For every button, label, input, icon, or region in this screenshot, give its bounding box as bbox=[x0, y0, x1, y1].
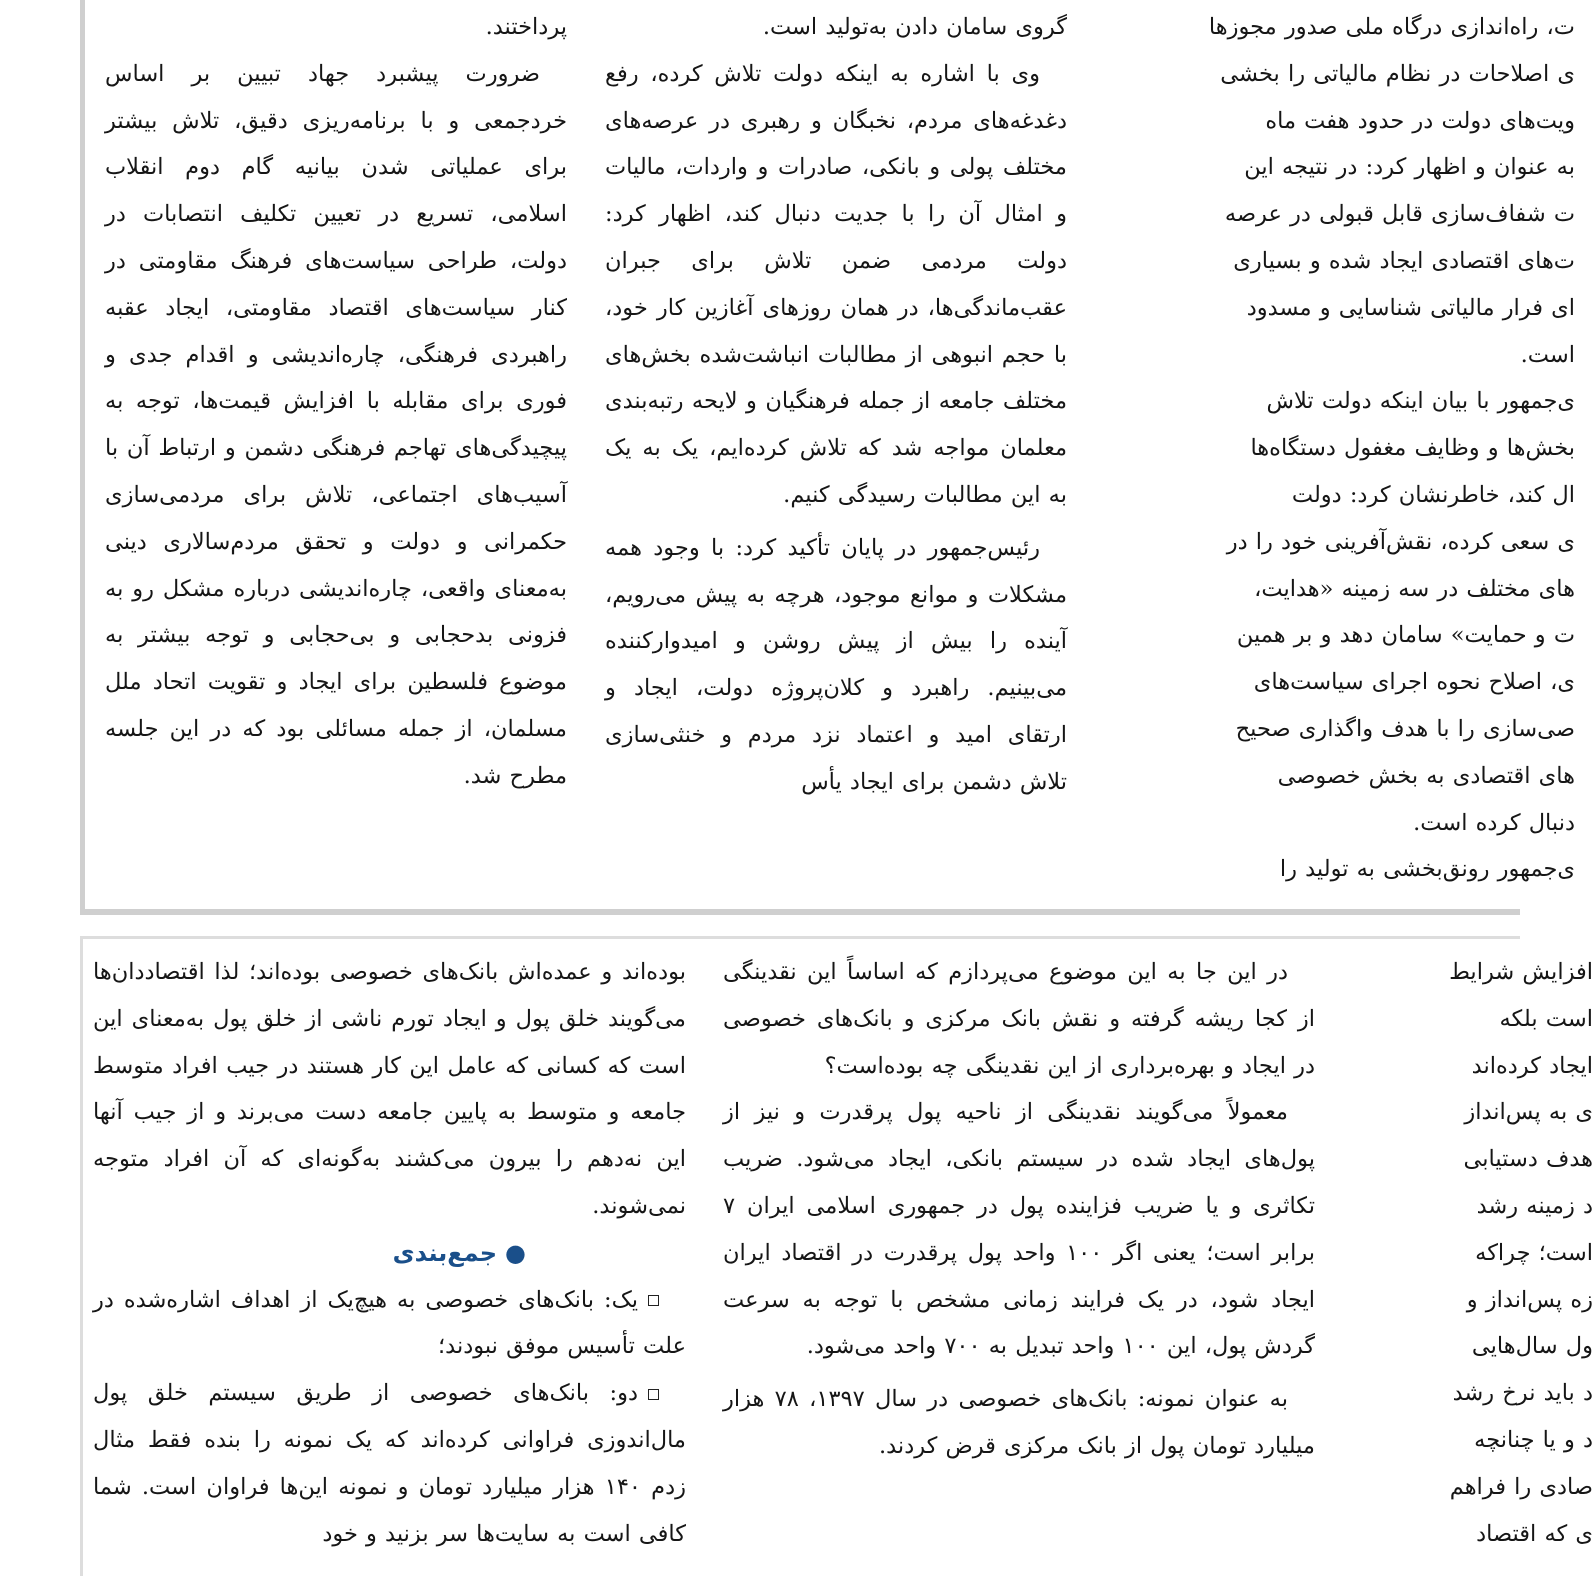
square-bullet-icon bbox=[648, 1389, 659, 1400]
top-article-panel bbox=[80, 0, 1575, 915]
text-line: ت‌های اقتصادی ایجاد شده و بسیاری bbox=[1233, 247, 1575, 274]
text-line: دنبال کرده است. bbox=[1413, 809, 1575, 836]
bottom-column-right bbox=[1353, 939, 1593, 1576]
list-item bbox=[93, 1277, 686, 1371]
paragraph: پرداختند. bbox=[485, 14, 567, 40]
top-column-left bbox=[105, 0, 567, 909]
section-heading bbox=[93, 1230, 686, 1277]
text-line: د و یا چنانچه bbox=[1474, 1426, 1593, 1453]
text-line: است بلکه bbox=[1499, 1005, 1593, 1032]
text-line: د زمینه رشد bbox=[1476, 1192, 1593, 1219]
paragraph: بوده‌اند و عمده‌اش بانک‌های خصوصی بوده‌اند؛ لذا اقتصاددان‌ها می‌گویند خلق پول و ایجاد تورم ناشی از خلق پول به‌معنای این است که کسانی که عامل این کار هستند در جیب افراد متوسط جامعه و متوسط به پایین جامعه دست می‌برند و از جیب آنها این نه‌دهم را بیرون می‌کشند به‌گونه‌ای که آن افراد متوجه نمی‌شوند. bbox=[93, 959, 686, 1219]
list-item-text: دو: بانک‌های خصوصی از طریق سیستم خلق پول مال‌اندوزی فراوانی کرده‌اند که یک نمونه را بنده فقط مثال زدم ۱۴۰ هزار میلیارد تومان و نمونه این‌ها فراوان است. شما کافی است به سایت‌ها سر بزنید و خود bbox=[93, 1380, 686, 1547]
text-line: ی‌جمهور رونق‌بخشی به تولید را bbox=[1279, 856, 1575, 883]
square-bullet-icon bbox=[648, 1295, 659, 1306]
text-line: زه پس‌انداز و bbox=[1466, 1286, 1593, 1313]
text-line: ایجاد کرده‌اند bbox=[1471, 1052, 1593, 1079]
bottom-column-middle bbox=[723, 939, 1315, 1576]
text-line: ت و حمایت» سامان دهد و بر همین bbox=[1236, 622, 1575, 649]
text-line: ای فرار مالیاتی شناسایی و مسدود bbox=[1246, 294, 1575, 321]
bottom-article-panel bbox=[80, 936, 1593, 1576]
text-line: ی اصلاحات در نظام مالیاتی را بخشی bbox=[1220, 60, 1575, 87]
text-line: ی به پس‌انداز bbox=[1464, 1099, 1593, 1126]
text-line: د باید نرخ رشد bbox=[1452, 1380, 1593, 1407]
text-line: است. bbox=[1520, 341, 1575, 368]
text-line: ی که اقتصاد bbox=[1476, 1520, 1593, 1547]
text-line: ی سعی کرده، نقش‌آفرینی خود را در bbox=[1226, 528, 1575, 555]
bullet-icon: ● bbox=[505, 1238, 526, 1267]
paragraph: گروی سامان دادن به‌تولید است. bbox=[762, 14, 1067, 40]
text-line: صادی را فراهم bbox=[1449, 1473, 1593, 1500]
text-line: ی، اصلاح نحوه اجرای سیاست‌های bbox=[1253, 669, 1575, 696]
text-line: ال کند، خاطرنشان کرد: دولت bbox=[1291, 481, 1575, 508]
text-line: به عنوان و اظهار کرد: در نتیجه این bbox=[1244, 154, 1575, 181]
text-line: هدف دستیابی bbox=[1463, 1146, 1593, 1173]
text-line: ی‌جمهور با بیان اینکه دولت تلاش bbox=[1266, 388, 1575, 415]
list-item-text: یک: بانک‌های خصوصی به هیچ‌یک از اهداف اشاره‌شده در علت تأسیس موفق نبودند؛ bbox=[93, 1286, 686, 1360]
section-heading-text: جمع‌بندی bbox=[392, 1238, 498, 1267]
text-line: ویت‌های دولت در حدود هفت ماه bbox=[1265, 107, 1575, 134]
text-line: افزایش شرایط bbox=[1449, 959, 1593, 985]
text-line: است؛ چراکه bbox=[1475, 1239, 1593, 1266]
paragraph: ضرورت پیشبرد جهاد تبیین بر اساس خردجمعی و با برنامه‌ریزی دقیق، تلاش بیشتر برای عملیاتی شدن بیانیه گام دوم انقلاب اسلامی، تسریع در تعیین تکلیف انتصابات در دولت، طراحی سیاست‌های فرهنگ مقاومتی در کنار سیاست‌های اقتصاد مقاومتی، ایجاد عقبه راهبردی فرهنگی، چاره‌اندیشی و اقدام جدی و فوری برای مقابله با افزایش قیمت‌ها، توجه به پیچیدگی‌های تهاجم فرهنگی دشمن و ارتباط آن با آسیب‌های اجتماعی، تلاش برای مردمی‌سازی حکمرانی و دولت و تحقق مردم‌سالاری دینی به‌معنای واقعی، چاره‌اندیشی درباره مشکل رو به فزونی بدحجابی و بی‌حجابی و توجه بیشتر به موضوع فلسطین برای ایجاد و تقویت اتحاد ملل مسلمان، از جمله مسائلی بود که در این جلسه مطرح شد. bbox=[105, 60, 567, 789]
text-line: ت شفاف‌سازی قابل قبولی در عرصه bbox=[1224, 201, 1575, 228]
text-line: بخش‌ها و وظایف مغفول دستگاه‌ها bbox=[1250, 435, 1575, 462]
paragraph: رئیس‌جمهور در پایان تأکید کرد: با وجود همه مشکلات و موانع موجود، هرچه به پیش می‌رویم، آینده را بیش از پیش روشن و امیدوارکننده می‌بینیم. راهبرد و کلان‌پروژه دولت، ایجاد و ارتقای امید و اعتماد نزد مردم و خنثی‌سازی تلاش دشمن برای ایجاد یأس bbox=[605, 534, 1067, 795]
bottom-column-left bbox=[93, 939, 686, 1576]
text-line: های مختلف در سه زمینه «هدایت، bbox=[1254, 575, 1575, 602]
list-item bbox=[93, 1370, 686, 1557]
text-line: صی‌سازی را با هدف واگذاری صحیح bbox=[1235, 715, 1575, 742]
paragraph: به عنوان نمونه: بانک‌های خصوصی در سال ۱۳۹۷، ۷۸ هزار میلیارد تومان پول از بانک مرکزی قرض کردند. bbox=[723, 1386, 1315, 1459]
paragraph: در این جا به این موضوع می‌پردازم که اساساً این نقدینگی از کجا ریشه گرفته و نقش بانک مرکزی و بانک‌های خصوصی در ایجاد و بهره‌برداری از این نقدینگی چه بوده‌است؟ bbox=[723, 959, 1315, 1079]
text-line: ت، راه‌اندازی درگاه ملی صدور مجوزها bbox=[1208, 14, 1575, 40]
text-line: ول سال‌هایی bbox=[1471, 1333, 1593, 1360]
top-column-middle bbox=[605, 0, 1067, 909]
top-column-right bbox=[1105, 0, 1575, 909]
text-line: های اقتصادی به بخش خصوصی bbox=[1277, 762, 1575, 789]
paragraph: معمولاً می‌گویند نقدینگی از ناحیه پول پرقدرت و نیز از پول‌های ایجاد شده در سیستم بانکی، ایجاد می‌شود. ضریب تکاثری و یا ضریب فزاینده پول در جمهوری اسلامی ایران ۷ برابر است؛ یعنی اگر ۱۰۰ واحد پول پرقدرت در اقتصاد ایران ایجاد شود، در یک فرایند زمانی مشخص با توجه به سرعت گردش پول، این ۱۰۰ واحد تبدیل به ۷۰۰ واحد می‌شود. bbox=[723, 1099, 1315, 1360]
paragraph: وی با اشاره به اینکه دولت تلاش کرده، رفع دغدغه‌های مردم، نخبگان و رهبری در عرصه‌های مختلف پولی و بانکی، صادرات و واردات، مالیات و امثال آن را با جدیت دنبال کند، اظهار کرد: دولت مردمی ضمن تلاش برای جبران عقب‌ماندگی‌ها، در همان روزهای آغازین کار خود، با حجم انبوهی از مطالبات انباشت‌شده بخش‌های مختلف جامعه از جمله فرهنگیان و لایحه رتبه‌بندی معلمان مواجه شد که تلاش کرده‌ایم، یک به یک به این مطالبات رسیدگی کنیم. bbox=[605, 60, 1067, 508]
